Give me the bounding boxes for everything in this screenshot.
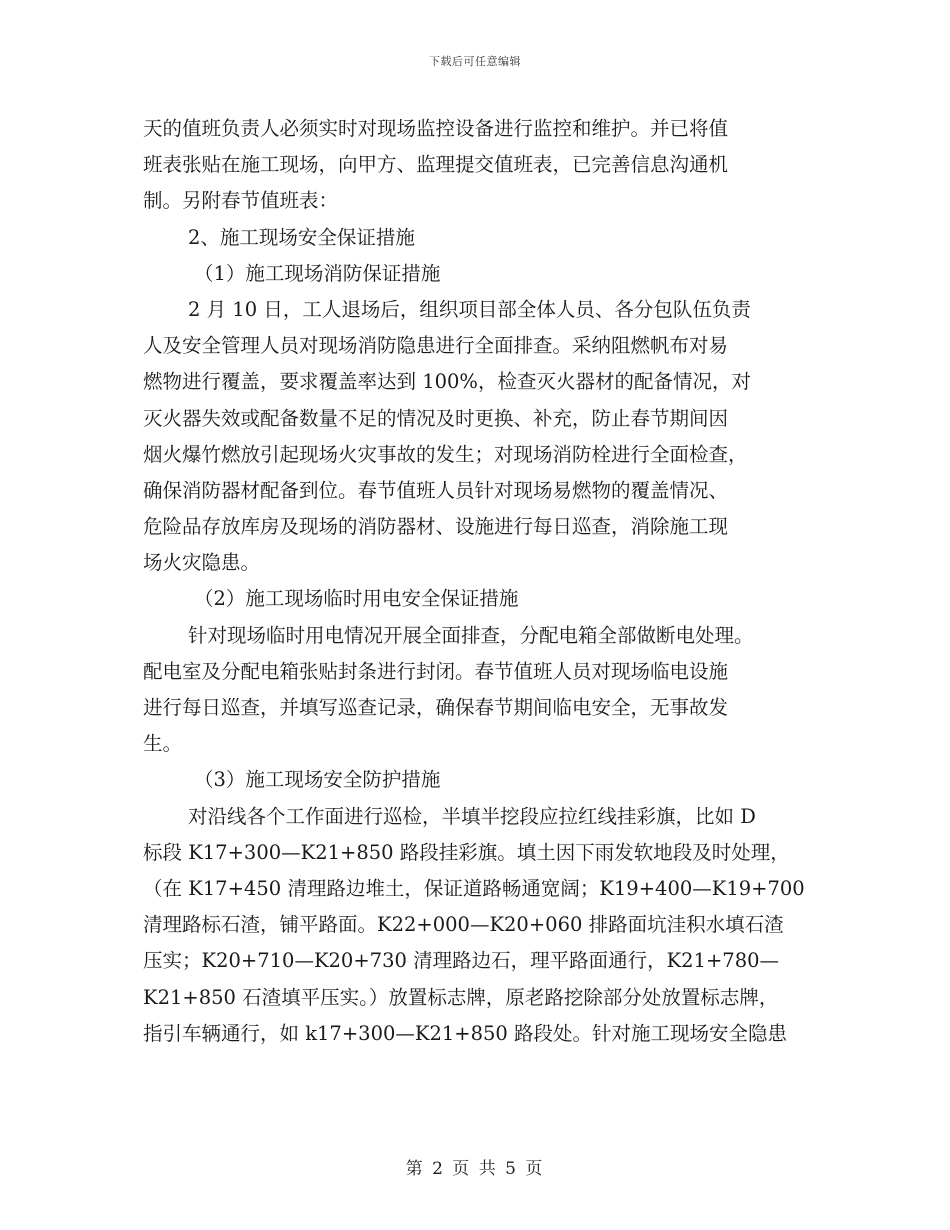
paragraph-line: K21+850 石渣填平压实。）放置标志牌，原老路挖除部分处放置标志牌， [143,985,779,1009]
section-heading: 2、施工现场安全保证措施 [188,225,415,249]
paragraph-line: 场火灾隐患。 [143,551,261,575]
paragraph-line: 天的值班负责人必须实时对现场监控设备进行监控和维护。并已将值 [143,117,729,140]
paragraph-line: 灭火器失效或配备数量不足的情况及时更换、补充，防止春节期间因 [143,406,729,430]
paragraph-line: 生。 [143,732,183,756]
paragraph-line: 班表张贴在施工现场，向甲方、监理提交值班表，已完善信息沟通机 [143,153,729,177]
subsection-heading: （3）施工现场安全防护措施 [194,768,441,792]
paragraph-line: 烟火爆竹燃放引起现场火灾事故的发生；对现场消防栓进行全面检查， [143,442,748,466]
paragraph-line: 进行每日巡查，并填写巡查记录，确保春节期间临电安全，无事故发 [143,696,729,719]
paragraph-line: 危险品存放库房及现场的消防器材、设施进行每日巡查，消除施工现 [143,515,729,539]
paragraph-line: 确保消防器材配备到位。春节值班人员针对现场易燃物的覆盖情况、 [143,478,729,502]
paragraph-line: 压实；K20+710—K20+730 清理路边石，理平路面通行，K21+780— [143,949,780,973]
paragraph-line: 人及安全管理人员对现场消防隐患进行全面排查。采纳阻燃帆布对易 [143,334,729,358]
page-number-footer: 第 2 页 共 5 页 [405,1159,545,1179]
document-body [143,111,815,1052]
paragraph-line: 针对现场临时用电情况开展全面排查，分配电箱全部做断电处理。 [188,623,754,647]
paragraph-line: 标段 K17+300—K21+850 路段挂彩旗。填土因下雨发软地段及时处理， [143,840,790,864]
paragraph-line: 清理路标石渣，铺平路面。K22+000—K20+060 排路面坑洼积水填石渣 [143,913,784,937]
subsection-heading: （2）施工现场临时用电安全保证措施 [194,587,519,611]
paragraph-line: 对沿线各个工作面进行巡检，半填半挖段应拉红线挂彩旗，比如 D [188,804,756,828]
paragraph-line: 2 月 10 日，工人退场后，组织项目部全体人员、各分包队伍负责 [188,297,751,321]
paragraph-line: 指引车辆通行，如 k17+300—K21+850 路段处。针对施工现场安全隐患 [143,1021,788,1045]
page-header: 下载后可任意编辑 [429,55,521,68]
paragraph-line: 配电室及分配电箱张贴封条进行封闭。春节值班人员对现场临电设施 [143,659,729,683]
paragraph-line: 燃物进行覆盖，要求覆盖率达到 100%，检查灭火器材的配备情况，对 [143,370,751,394]
paragraph-line: 制。另附春节值班表： [143,189,339,213]
paragraph-line: （在 K17+450 清理路边堆土，保证道路畅通宽阔；K19+400—K19+700 [143,876,805,900]
subsection-heading: （1）施工现场消防保证措施 [194,261,441,285]
